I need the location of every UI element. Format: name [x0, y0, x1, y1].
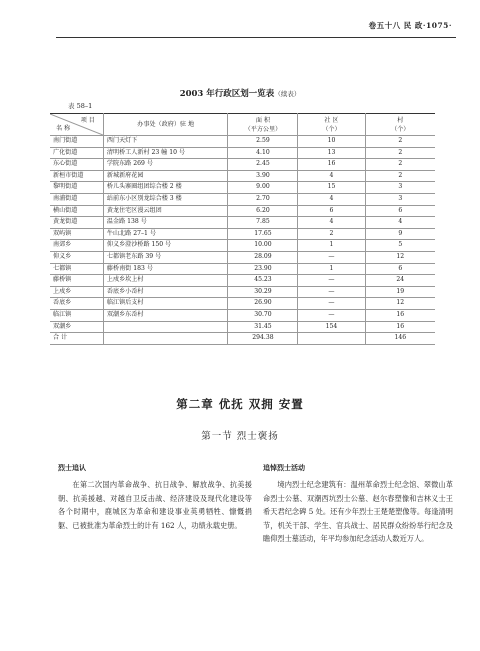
cell-area: 3.90: [228, 170, 298, 182]
table-label: 表 58–1: [68, 102, 93, 110]
cell-name: 藤桥镇: [50, 275, 103, 287]
cell-area: 23.90: [228, 263, 298, 275]
cell-villages: 9: [365, 228, 435, 240]
right-column-body: 境内烈士纪念建筑有：温州革命烈士纪念馆、翠微山革命烈士公墓、双潮西坑烈士公墓、赵尔春塑像和吉林义士王希天君纪念碑 5 处。还有少年烈士王楚楚塑像等。每逢清明节，机关干部、学生、官兵战士、居民群众纷纷举行纪念及瞻仰烈士墓活动，年平均参加纪念活动人数近万人。: [263, 480, 453, 543]
cell-villages: 16: [365, 321, 435, 333]
right-column: [263, 463, 453, 546]
cell-area: 30.70: [228, 309, 298, 321]
cell-name: 合 计: [50, 333, 103, 345]
header-office-address: 办事处（政府）驻 地: [103, 114, 228, 136]
header-villages-line2: （个）: [391, 125, 410, 133]
table-title-suffix: （续表）: [274, 90, 301, 98]
cell-communities: —: [298, 251, 365, 263]
header-communities-line1: 社 区: [324, 116, 339, 124]
cell-area: 7.85: [228, 217, 298, 229]
table-row: [50, 205, 435, 217]
cell-address: 临江镇后支村: [103, 298, 228, 310]
left-column-body: 在第二次国内革命战争、抗日战争、解放战争、抗美援朝、抗美援越、对越自卫反击战、经济建设及现代化建设等各个时期中，鹿城区为革命和建设事业英勇牺牲、慷慨捐躯、已被批准为革命烈士的计有 162 人，功绩永载史册。: [58, 480, 252, 530]
table-row: [50, 228, 435, 240]
table-row: [50, 170, 435, 182]
right-column-heading: 追悼烈士活动: [263, 464, 305, 472]
cell-area: 294.38: [228, 333, 298, 345]
header-villages-line1: 村: [397, 116, 404, 124]
header-corner-cell: [50, 114, 103, 136]
cell-name: 东心街道: [50, 159, 103, 171]
cell-area: 4.10: [228, 147, 298, 159]
cell-villages: 2: [365, 159, 435, 171]
left-column: [58, 463, 252, 532]
table-row: [50, 275, 435, 287]
cell-address: 岙底乡小岙村: [103, 286, 228, 298]
cell-name: 黄龙街道: [50, 217, 103, 229]
cell-area: 17.65: [228, 228, 298, 240]
cell-address: [103, 333, 228, 345]
cell-villages: 146: [365, 333, 435, 345]
table-row: [50, 298, 435, 310]
cell-communities: —: [298, 298, 365, 310]
cell-name: 双潮乡: [50, 321, 103, 333]
cell-address: 七都镇老东路 39 号: [103, 251, 228, 263]
cell-villages: 16: [365, 309, 435, 321]
cell-communities: 15: [298, 182, 365, 194]
cell-address: 藤桥南街 183 号: [103, 263, 228, 275]
header-area-line1: 面 积: [255, 116, 270, 124]
table-row: [50, 193, 435, 205]
table-row: [50, 240, 435, 252]
cell-villages: 12: [365, 251, 435, 263]
header-corner-top: 项 目: [80, 117, 95, 124]
table-total-row: [50, 333, 435, 345]
cell-communities: —: [298, 309, 365, 321]
cell-communities: 1: [298, 240, 365, 252]
cell-name: 南浦街道: [50, 193, 103, 205]
table-row: [50, 147, 435, 159]
cell-address: 西门天灯下: [103, 136, 228, 148]
header-rule: [56, 37, 456, 38]
cell-area: 9.00: [228, 182, 298, 194]
cell-communities: [298, 333, 365, 345]
cell-communities: 1: [298, 263, 365, 275]
cell-area: 10.00: [228, 240, 298, 252]
cell-area: 26.90: [228, 298, 298, 310]
cell-name: 双屿镇: [50, 228, 103, 240]
cell-area: 2.70: [228, 193, 298, 205]
header-corner-bottom: 名 称: [56, 125, 71, 132]
cell-villages: 4: [365, 217, 435, 229]
cell-address: 仰义乡澄沙桥路 150 号: [103, 240, 228, 252]
admin-division-table: [50, 113, 435, 345]
cell-name: 七都镇: [50, 263, 103, 275]
header-area: [228, 114, 298, 136]
cell-communities: 4: [298, 217, 365, 229]
table-row: [50, 217, 435, 229]
table-header-row: [50, 114, 435, 136]
cell-communities: 6: [298, 205, 365, 217]
table-row: [50, 263, 435, 275]
cell-name: 广化街道: [50, 147, 103, 159]
chapter-title: 第二章 优抚 双拥 安置: [176, 397, 304, 411]
cell-communities: 2: [298, 228, 365, 240]
cell-area: 28.09: [228, 251, 298, 263]
cell-address: [103, 321, 228, 333]
cell-villages: 19: [365, 286, 435, 298]
cell-address: 新城新府花园: [103, 170, 228, 182]
cell-area: 6.20: [228, 205, 298, 217]
header-villages: [365, 114, 435, 136]
cell-name: 横山街道: [50, 205, 103, 217]
section-title: 第一节 烈士褒扬: [201, 431, 279, 442]
cell-communities: 10: [298, 136, 365, 148]
cell-address: 黄龙住宅区漫云组团: [103, 205, 228, 217]
cell-area: 31.45: [228, 321, 298, 333]
cell-communities: 13: [298, 147, 365, 159]
table-title-text: 2003 年行政区划一览表: [179, 89, 275, 99]
cell-name: 仰义乡: [50, 251, 103, 263]
cell-name: 南郊乡: [50, 240, 103, 252]
cell-area: 30.29: [228, 286, 298, 298]
cell-name: 南门街道: [50, 136, 103, 148]
cell-villages: 6: [365, 263, 435, 275]
cell-villages: 2: [365, 136, 435, 148]
table-body: [50, 136, 435, 345]
cell-address: 双潮乡东岙村: [103, 309, 228, 321]
cell-villages: 3: [365, 193, 435, 205]
table-row: [50, 309, 435, 321]
cell-name: 岙底乡: [50, 298, 103, 310]
header-area-line2: （平方公里）: [244, 125, 282, 133]
table-row: [50, 286, 435, 298]
cell-villages: 2: [365, 170, 435, 182]
cell-address: 牛山北路 27–1 号: [103, 228, 228, 240]
cell-communities: 16: [298, 159, 365, 171]
cell-area: 2.59: [228, 136, 298, 148]
cell-name: 上戍乡: [50, 286, 103, 298]
table-row: [50, 159, 435, 171]
header-communities-line2: （个）: [322, 125, 341, 133]
cell-communities: 4: [298, 193, 365, 205]
cell-villages: 6: [365, 205, 435, 217]
cell-villages: 5: [365, 240, 435, 252]
table-row: [50, 182, 435, 194]
cell-villages: 2: [365, 147, 435, 159]
cell-address: 桥儿头寨圈组团综合楼 2 楼: [103, 182, 228, 194]
table-row: [50, 251, 435, 263]
cell-address: 学院东路 269 号: [103, 159, 228, 171]
cell-address: 清明桥工人新村 23 幢 10 号: [103, 147, 228, 159]
cell-area: 2.45: [228, 159, 298, 171]
header-communities: [298, 114, 365, 136]
cell-name: 临江镇: [50, 309, 103, 321]
left-column-heading: 烈士追认: [58, 464, 86, 472]
cell-area: 45.23: [228, 275, 298, 287]
table-title: [0, 87, 480, 99]
cell-address: 温金路 138 号: [103, 217, 228, 229]
cell-communities: —: [298, 286, 365, 298]
table-row: [50, 321, 435, 333]
cell-villages: 3: [365, 182, 435, 194]
cell-communities: 4: [298, 170, 365, 182]
cell-name: 新桓市街道: [50, 170, 103, 182]
cell-villages: 12: [365, 298, 435, 310]
cell-address: 上戍乡坎上村: [103, 275, 228, 287]
table-row: [50, 136, 435, 148]
running-header: 卷五十八 民 政·1075·: [368, 21, 452, 30]
cell-name: 黎明街道: [50, 182, 103, 194]
cell-address: 站前东小区别龙综合楼 3 楼: [103, 193, 228, 205]
cell-communities: —: [298, 275, 365, 287]
cell-communities: 154: [298, 321, 365, 333]
cell-villages: 24: [365, 275, 435, 287]
